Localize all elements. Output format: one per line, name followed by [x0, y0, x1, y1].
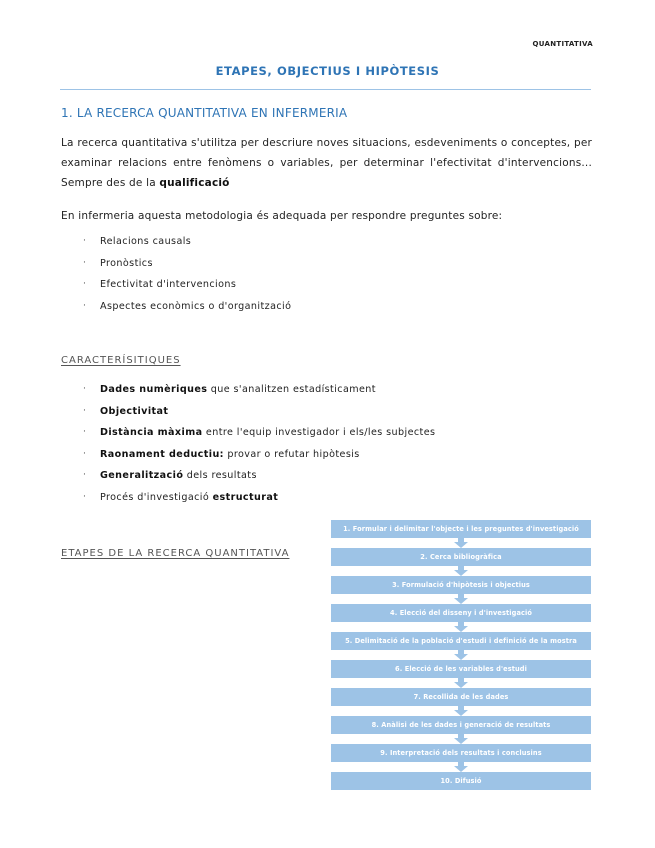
list-item-bold: estructurat [212, 491, 279, 503]
down-arrow-icon [454, 594, 468, 604]
questions-paragraph: En infermeria aquesta metodologia és adequada per respondre preguntes sobre: [61, 210, 503, 222]
list-item [61, 444, 435, 466]
down-arrow-icon [454, 622, 468, 632]
list-item-bold: Generalització [100, 470, 184, 482]
bullet-icon: · [83, 470, 87, 481]
down-arrow-icon [454, 734, 468, 744]
section-heading: 1. LA RECERCA QUANTITATIVA EN INFERMERIA [61, 106, 348, 120]
list-item [61, 422, 435, 444]
flow-step: 9. Interpretació dels resultats i conclusins [331, 744, 591, 762]
flow-step: 2. Cerca bibliogràfica [331, 548, 591, 566]
flow-step: 6. Elecció de les variables d'estudi [331, 660, 591, 678]
list-item-text: entre l'equip investigador i els/les subjectes [202, 427, 436, 439]
list-item-text: Pronòstics [100, 257, 153, 269]
intro-paragraph [61, 133, 592, 193]
characteristics-list [61, 379, 435, 509]
stages-heading: ETAPES DE LA RECERCA QUANTITATIVA [61, 548, 290, 559]
bullet-icon: · [83, 427, 87, 438]
question-topics-list [61, 231, 291, 317]
list-item-text: Aspectes econòmics o d'organització [100, 300, 292, 312]
list-item-bold: Distància màxima [100, 427, 203, 439]
down-arrow-icon [454, 566, 468, 576]
bullet-icon: · [83, 300, 87, 311]
title-divider [60, 89, 591, 90]
bullet-icon: · [83, 279, 87, 290]
list-item-bold: Raonament deductiu: [100, 448, 224, 460]
down-arrow-icon [454, 678, 468, 688]
list-item [61, 231, 291, 253]
down-arrow-icon [454, 706, 468, 716]
list-item [61, 253, 291, 275]
list-item [61, 487, 435, 509]
list-item-bold: Objectivitat [100, 405, 169, 417]
list-item [61, 296, 291, 318]
list-item [61, 379, 435, 401]
list-item-text: Relacions causals [100, 236, 192, 247]
down-arrow-icon [454, 762, 468, 772]
flow-step: 5. Delimitació de la població d'estudi i definició de la mostra [331, 632, 591, 650]
flow-step: 7. Recollida de les dades [331, 688, 591, 706]
running-header: QUANTITATIVA [532, 40, 593, 48]
characteristics-heading: CARACTERÍSITIQUES [61, 355, 181, 366]
down-arrow-icon [454, 650, 468, 660]
list-item [61, 401, 435, 423]
down-arrow-icon [454, 538, 468, 548]
list-item [61, 465, 435, 487]
flow-step: 10. Difusió [331, 772, 591, 790]
flow-step: 1. Formular i delimitar l'objecte i les preguntes d'investigació [331, 520, 591, 538]
list-item-text: provar o refutar hipòtesis [223, 448, 360, 460]
page-title: ETAPES, OBJECTIUS I HIPÒTESIS [215, 64, 440, 78]
bullet-icon: · [83, 405, 87, 416]
bullet-icon: · [83, 491, 87, 502]
list-item-text: que s'analitzen estadísticament [207, 384, 376, 395]
flow-step: 4. Elecció del disseny i d'investigació [331, 604, 591, 622]
bullet-icon: · [83, 448, 87, 459]
bullet-icon: · [83, 257, 87, 268]
bullet-icon: · [83, 236, 87, 246]
list-item-text: Procés d'investigació [100, 491, 213, 503]
list-item [61, 274, 291, 296]
flow-step: 3. Formulació d'hipòtesis i objectius [331, 576, 591, 594]
list-item-bold: Dades numèriques [100, 384, 208, 395]
list-item-text: dels resultats [183, 470, 257, 482]
intro-bold-term: qualificació [159, 177, 230, 189]
list-item-text: Efectivitat d'intervencions [100, 279, 237, 291]
bullet-icon: · [83, 384, 87, 394]
flow-step: 8. Anàlisi de les dades i generació de resultats [331, 716, 591, 734]
intro-text: La recerca quantitativa s'utilitza per descriure noves situacions, esdeveniments o conceptes, per examinar relacions entre fenòmens o variables, per determinar l'efectivitat d'intervencions... Sempre des de la [61, 137, 592, 189]
